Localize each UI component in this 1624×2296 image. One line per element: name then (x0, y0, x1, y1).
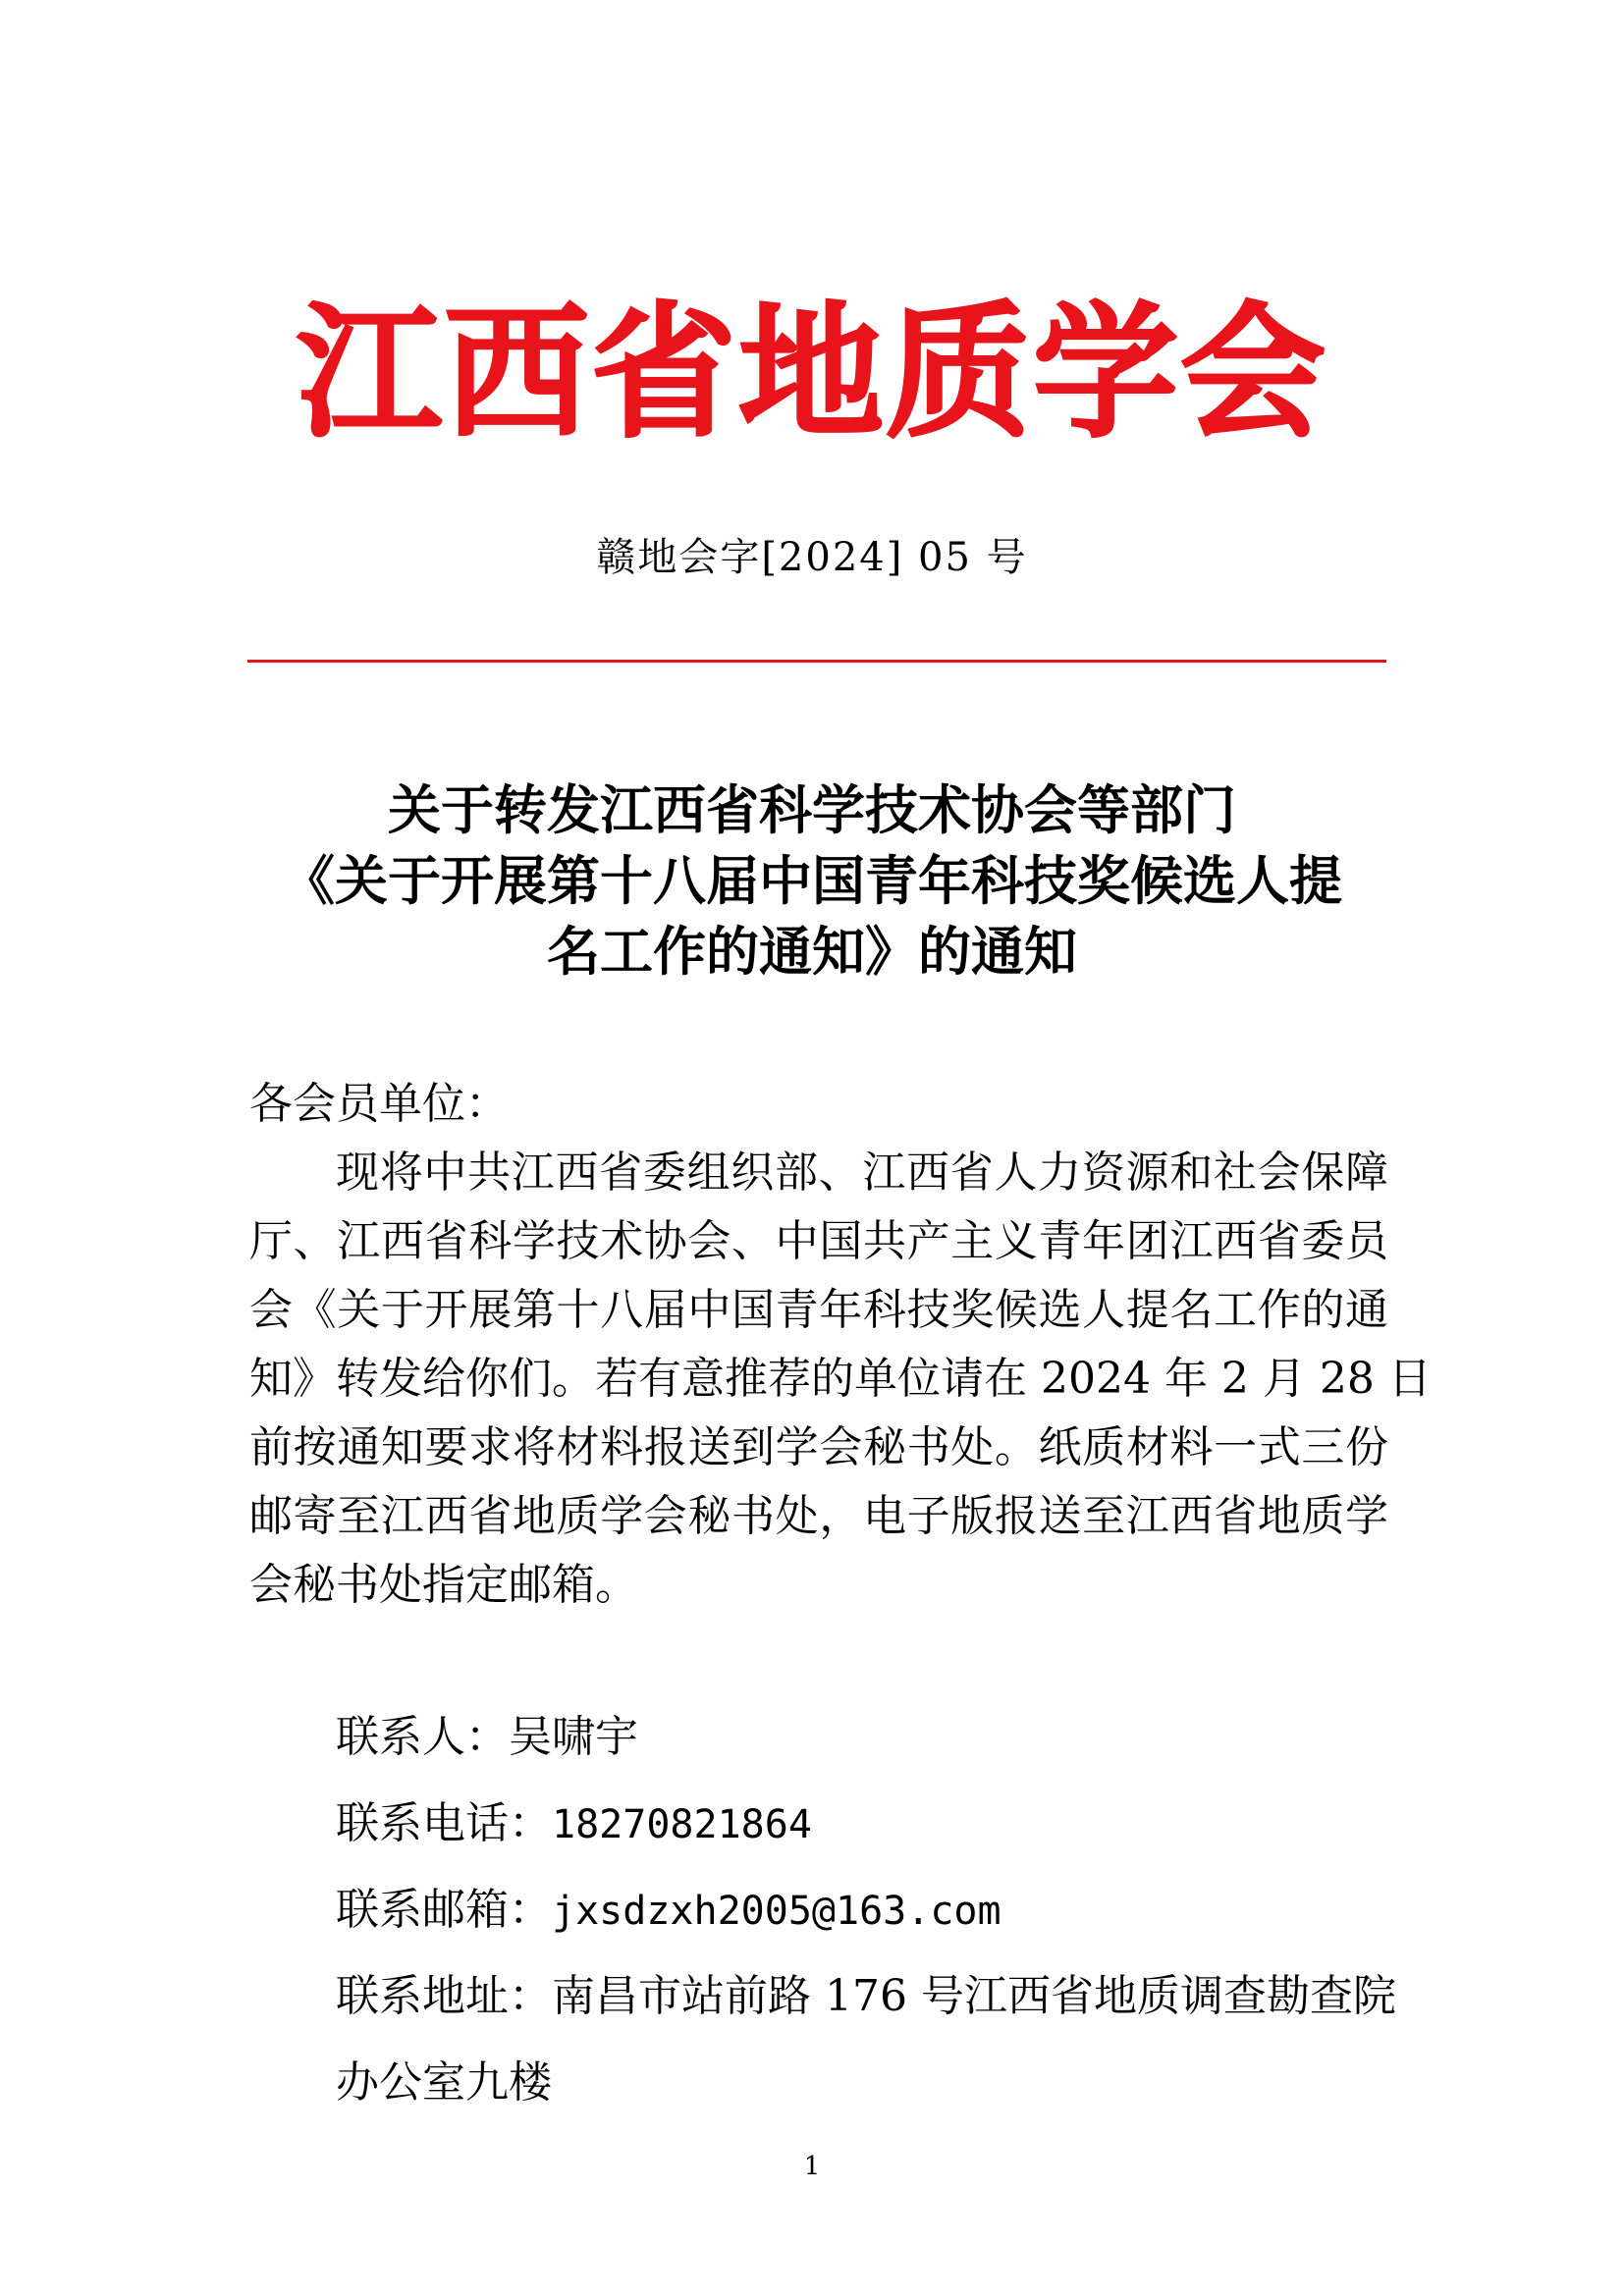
body-line: 前按通知要求将材料报送到学会秘书处。纸质材料一式三份 (249, 1422, 1388, 1472)
contact-email-label: 联系邮箱： (336, 1885, 552, 1935)
body-line: 会《关于开展第十八届中国青年科技奖候选人提名工作的通 (249, 1285, 1388, 1335)
body-line: 厅、江西省科学技术协会、中国共产主义青年团江西省委员 (249, 1216, 1388, 1266)
contact-phone-value: 18270821864 (552, 1802, 812, 1847)
contact-phone-label: 联系电话： (336, 1798, 552, 1848)
body-paragraph (249, 1139, 1432, 1620)
notice-title (236, 775, 1388, 988)
contact-address-continued: 办公室九楼 (336, 2057, 552, 2108)
notice-title-line-3: 名工作的通知》的通知 (547, 921, 1077, 983)
body-line: 会秘书处指定邮箱。 (249, 1560, 638, 1610)
contact-person (336, 1708, 638, 1767)
contact-email-value: jxsdzxh2005@163.com (552, 1889, 1001, 1934)
salutation: 各会员单位： (249, 1079, 509, 1129)
contact-person-value: 吴啸宇 (509, 1712, 638, 1762)
notice-title-line-2: 《关于开展第十八届中国青年科技奖候选人提 (282, 850, 1342, 912)
body-line: 邮寄至江西省地质学会秘书处，电子版报送至江西省地质学 (249, 1491, 1388, 1541)
contact-phone (336, 1794, 812, 1854)
contact-address-value: 南昌市站前路 176 号江西省地质调查勘查院 (552, 1971, 1396, 2021)
body-line: 知》转发给你们。若有意推荐的单位请在 2024 年 2 月 28 日 (249, 1354, 1432, 1404)
contact-address-label: 联系地址： (336, 1971, 552, 2021)
contact-address (336, 1967, 1396, 2026)
contact-person-label: 联系人： (336, 1712, 509, 1762)
organization-header: 江西省地质学会 (297, 289, 1327, 457)
document-number: 赣地会字[2024] 05 号 (596, 535, 1028, 580)
body-line: 现将中共江西省委组织部、江西省人力资源和社会保障 (336, 1148, 1388, 1198)
page-number: 1 (803, 2152, 821, 2181)
contact-email (336, 1881, 1001, 1941)
notice-title-line-1: 关于转发江西省科学技术协会等部门 (388, 779, 1236, 841)
red-divider-line (247, 660, 1386, 663)
